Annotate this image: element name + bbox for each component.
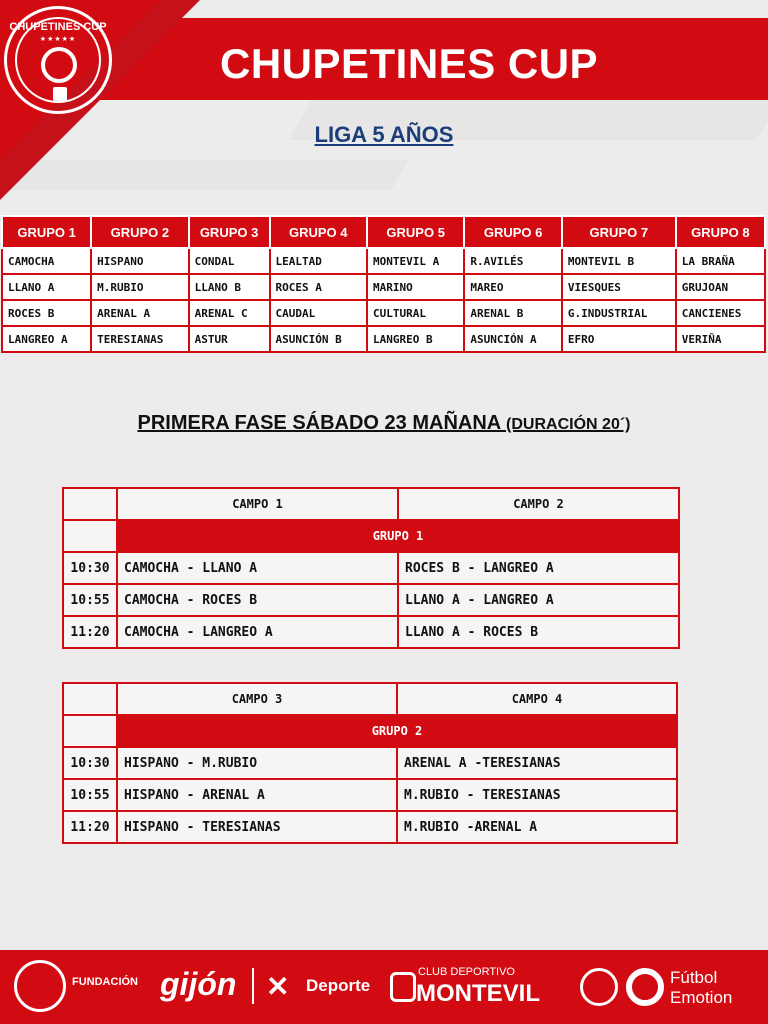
team-cell: M.RUBIO (91, 274, 188, 300)
group-header: GRUPO 5 (367, 216, 464, 248)
team-cell: MONTEVIL B (562, 248, 676, 274)
futbol-emotion-logo-icon (626, 968, 664, 1006)
match-time: 10:30 (63, 552, 117, 584)
fundacion-logo-icon (14, 960, 66, 1012)
match-cell: M.RUBIO - TERESIANAS (397, 779, 677, 811)
table-row (2, 248, 765, 274)
team-cell: ASUNCIÓN B (270, 326, 367, 352)
team-cell: CAUDAL (270, 300, 367, 326)
team-cell: MARINO (367, 274, 464, 300)
campo-header: CAMPO 1 (117, 488, 398, 520)
montevil-crest-icon (390, 972, 416, 1002)
team-cell: ARENAL C (189, 300, 270, 326)
team-cell: MONTEVIL A (367, 248, 464, 274)
empty-cell (63, 715, 117, 747)
logo-stars: ★★★★★ (39, 36, 77, 43)
group-header: GRUPO 4 (270, 216, 367, 248)
pacifier-icon (41, 47, 77, 83)
team-cell: ASTUR (189, 326, 270, 352)
match-cell: ARENAL A -TERESIANAS (397, 747, 677, 779)
group-row (63, 715, 677, 747)
team-cell: ROCES B (2, 300, 91, 326)
match-time: 10:30 (63, 747, 117, 779)
group-header: GRUPO 8 (676, 216, 765, 248)
match-cell: CAMOCHA - LLANO A (117, 552, 398, 584)
table-row (2, 274, 765, 300)
montevil-label: MONTEVIL (416, 980, 540, 1007)
group-header: GRUPO 6 (464, 216, 561, 248)
team-cell: LANGREO B (367, 326, 464, 352)
team-cell: LLANO A (2, 274, 91, 300)
empty-cell (63, 683, 117, 715)
match-time: 10:55 (63, 779, 117, 811)
group-header: GRUPO 1 (2, 216, 91, 248)
match-time: 11:20 (63, 616, 117, 648)
team-cell: CONDAL (189, 248, 270, 274)
team-cell: TERESIANAS (91, 326, 188, 352)
page-title: CHUPETINES CUP (220, 40, 599, 87)
team-cell: MAREO (464, 274, 561, 300)
group-label: GRUPO 2 (117, 715, 677, 747)
deporte-label: Deporte (306, 976, 371, 995)
schedule-table-1 (62, 487, 680, 649)
match-row (63, 779, 677, 811)
fundacion-label: FUNDACIÓN (72, 976, 138, 988)
team-cell: CANCIENES (676, 300, 765, 326)
phase-label: PRIMERA FASE SÁBADO 23 MAÑANA (137, 412, 501, 434)
match-cell: HISPANO - ARENAL A (117, 779, 397, 811)
group-header: GRUPO 7 (562, 216, 676, 248)
team-cell: R.AVILÉS (464, 248, 561, 274)
team-cell: CAMOCHA (2, 248, 91, 274)
gijon-logo: gijón (160, 966, 237, 1002)
empty-cell (63, 520, 117, 552)
logo-text: CHUPETINES CUP (9, 21, 107, 33)
schedule-header-row (63, 683, 677, 715)
empty-cell (63, 488, 117, 520)
team-cell: G.INDUSTRIAL (562, 300, 676, 326)
team-cell: ASUNCIÓN A (464, 326, 561, 352)
match-cell: M.RUBIO -ARENAL A (397, 811, 677, 843)
group-row (63, 520, 679, 552)
team-cell: HISPANO (91, 248, 188, 274)
team-cell: VIESQUES (562, 274, 676, 300)
deporte-x-icon: ✕ (266, 971, 290, 1002)
match-time: 10:55 (63, 584, 117, 616)
match-row (63, 747, 677, 779)
team-cell: LEALTAD (270, 248, 367, 274)
chupetines-logo (4, 6, 112, 114)
match-row (63, 811, 677, 843)
team-cell: EFRO (562, 326, 676, 352)
groups-header-row (2, 216, 765, 248)
divider (252, 968, 254, 1004)
sponsor-footer (0, 950, 768, 1024)
schedule-table-2 (62, 682, 678, 844)
team-cell: GRUJOAN (676, 274, 765, 300)
team-cell: ARENAL B (464, 300, 561, 326)
groups-table (1, 215, 766, 353)
club-label: CLUB DEPORTIVO (418, 966, 515, 978)
table-row (2, 326, 765, 352)
team-cell: VERIÑA (676, 326, 765, 352)
match-row (63, 552, 679, 584)
match-cell: CAMOCHA - ROCES B (117, 584, 398, 616)
campo-header: CAMPO 2 (398, 488, 679, 520)
match-cell: LLANO A - ROCES B (398, 616, 679, 648)
group-header: GRUPO 2 (91, 216, 188, 248)
emotion-label: Emotion (670, 988, 733, 1007)
match-cell: CAMOCHA - LANGREO A (117, 616, 398, 648)
page-subtitle: LIGA 5 AÑOS (314, 122, 454, 147)
campo-header: CAMPO 3 (117, 683, 397, 715)
phase-title (0, 412, 768, 435)
match-row (63, 584, 679, 616)
schedule-header-row (63, 488, 679, 520)
team-cell: ARENAL A (91, 300, 188, 326)
match-cell: LLANO A - LANGREO A (398, 584, 679, 616)
group-header: GRUPO 3 (189, 216, 270, 248)
match-cell: HISPANO - M.RUBIO (117, 747, 397, 779)
team-cell: CULTURAL (367, 300, 464, 326)
table-row (2, 300, 765, 326)
match-cell: HISPANO - TERESIANAS (117, 811, 397, 843)
cup-icon (53, 87, 67, 101)
team-cell: LLANO B (189, 274, 270, 300)
team-cell: LANGREO A (2, 326, 91, 352)
group-label: GRUPO 1 (117, 520, 679, 552)
team-cell: LA BRAÑA (676, 248, 765, 274)
campo-header: CAMPO 4 (397, 683, 677, 715)
phase-duration: (DURACIÓN 20´) (506, 416, 631, 433)
futbol-label: Fútbol (670, 968, 718, 987)
match-time: 11:20 (63, 811, 117, 843)
match-cell: ROCES B - LANGREO A (398, 552, 679, 584)
football-icon (580, 968, 618, 1006)
match-row (63, 616, 679, 648)
team-cell: ROCES A (270, 274, 367, 300)
